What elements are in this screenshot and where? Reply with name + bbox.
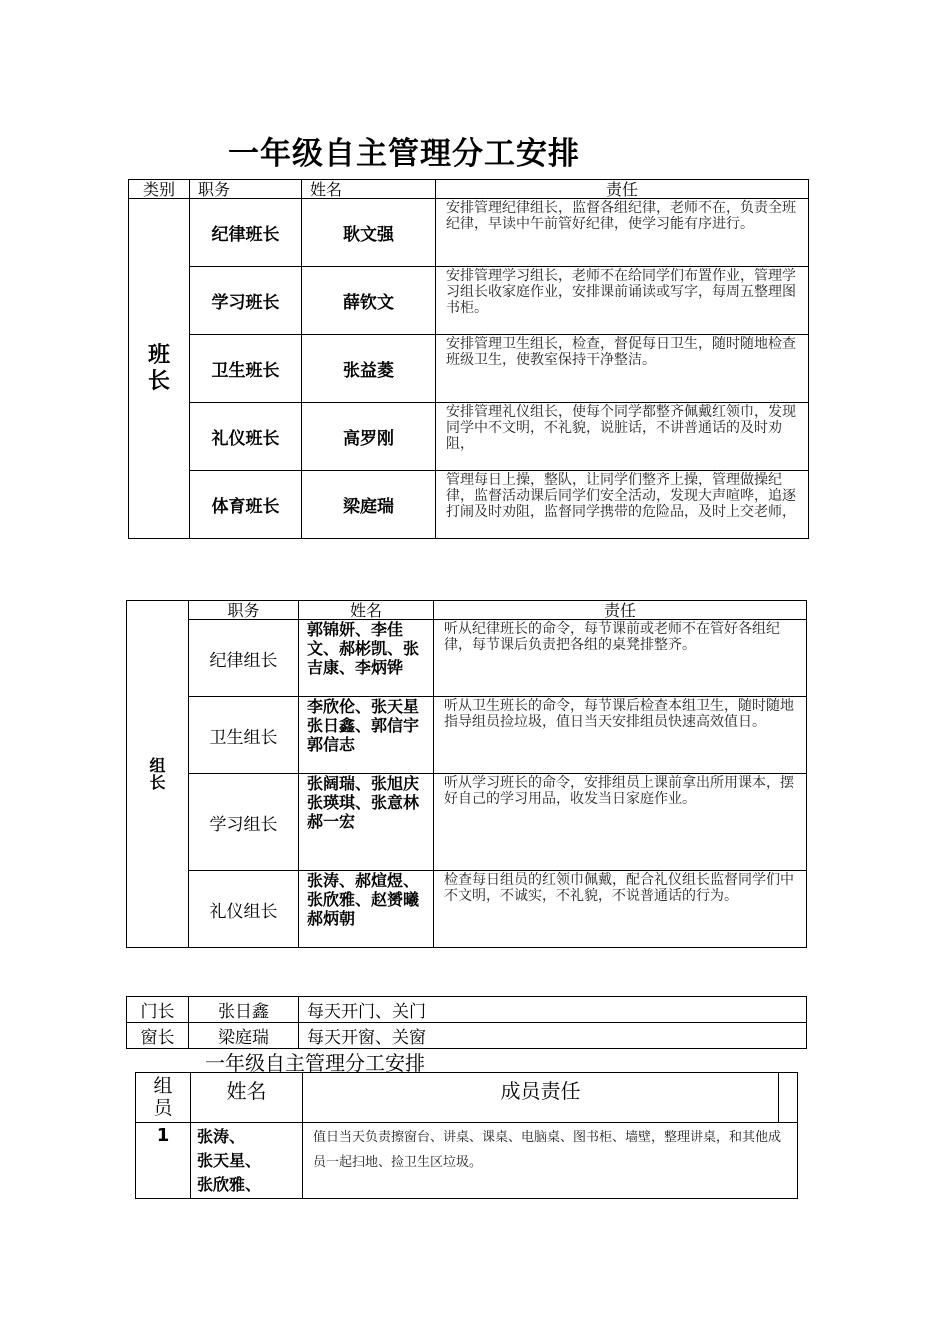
header-category: 类别 (129, 180, 190, 199)
role-cell: 纪律组长 (189, 620, 299, 697)
table-row (129, 471, 809, 539)
table-row (127, 620, 807, 697)
header-name: 姓名 (299, 601, 434, 620)
header-duty: 成员责任 (303, 1073, 779, 1123)
monitor-table (128, 179, 809, 539)
table-header-row (127, 601, 807, 620)
names-cell: 张阔瑞、张旭庆 张瑛琪、张意林 郝一宏 (299, 774, 434, 871)
role-cell: 纪律班长 (190, 199, 302, 267)
category-monitor: 班长 (129, 199, 190, 539)
spacer-cell (779, 1073, 798, 1123)
name-cell: 梁庭瑞 (302, 471, 436, 539)
duty-cell: 检查每日组员的红领巾佩戴，配合礼仪组长监督同学们中不文明，不诚实，不礼貌，不说普通话的行为。 (434, 871, 807, 948)
duty-cell: 听从卫生班长的命令，每节课后检查本组卫生，随时随地指导组员捡垃圾，值日当天安排组员快速高效值日。 (434, 697, 807, 774)
role-cell: 学习组长 (189, 774, 299, 871)
duty-cell: 值日当天负责擦窗台、讲桌、课桌、电脑桌、图书柜、墙壁，整理讲桌，和其他成员一起扫地、捡卫生区垃圾。 (303, 1123, 798, 1199)
door-window-table (126, 996, 807, 1049)
group-number: 1 (136, 1123, 191, 1199)
role-cell: 礼仪组长 (189, 871, 299, 948)
name-cell: 高罗刚 (302, 403, 436, 471)
names-cell: 李欣伦、张天星 张日鑫、郭信宇郭信志 (299, 697, 434, 774)
category-group-leader: 组长 (127, 601, 189, 948)
names-cell (191, 1123, 303, 1199)
role-cell: 礼仪班长 (190, 403, 302, 471)
duty-cell: 安排管理纪律组长，监督各组纪律，老师不在，负责全班纪律，早读中午前管好纪律，使学习能有序进行。 (436, 199, 809, 267)
member-table (135, 1072, 798, 1199)
table-header-row (129, 180, 809, 199)
header-duty: 责任 (434, 601, 807, 620)
header-duty: 责任 (436, 180, 809, 199)
names-cell: 郭锦妍、李佳文、郝彬凯、张吉康、李炳铧 (299, 620, 434, 697)
name-cell: 张日鑫 (189, 997, 299, 1023)
duty-cell: 每天开门、关门 (299, 997, 807, 1023)
role-cell: 门长 (127, 997, 189, 1023)
name-cell: 薛钦文 (302, 267, 436, 335)
table-row (127, 871, 807, 948)
section-title: 一年级自主管理分工安排 (205, 1051, 425, 1075)
duty-cell: 管理每日上操，整队，让同学们整齐上操，管理做操纪律，监督活动课后同学们安全活动，发现大声喧哗，追逐打闹及时劝阻，监督同学携带的危险品，及时上交老师， (436, 471, 809, 539)
page-title: 一年级自主管理分工安排 (228, 136, 580, 172)
name-cell: 耿文强 (302, 199, 436, 267)
member-name: 张欣雅、 (197, 1175, 262, 1194)
member-name: 张天星、 (197, 1151, 262, 1170)
table-header-row (136, 1073, 798, 1123)
role-cell: 体育班长 (190, 471, 302, 539)
duty-cell: 安排管理卫生组长，检查，督促每日卫生，随时随地检查班级卫生，使教室保持干净整洁。 (436, 335, 809, 403)
table-row (129, 267, 809, 335)
duty-cell: 每天开窗、关窗 (299, 1023, 807, 1049)
duty-cell: 听从学习班长的命令，安排组员上课前拿出所用课本，摆好自己的学习用品，收发当日家庭作业。 (434, 774, 807, 871)
duty-cell: 听从纪律班长的命令，每节课前或老师不在管好各组纪律，每节课后负责把各组的桌凳排整齐。 (434, 620, 807, 697)
table-row (136, 1123, 798, 1199)
table-row (127, 997, 807, 1023)
header-group: 组员 (136, 1073, 191, 1123)
names-cell: 张涛、郝煊煜、张欣雅、赵赟曦郝炳朝 (299, 871, 434, 948)
header-role: 职务 (190, 180, 302, 199)
table-row (127, 1023, 807, 1049)
name-cell: 梁庭瑞 (189, 1023, 299, 1049)
header-name: 姓名 (191, 1073, 303, 1123)
duty-cell: 安排管理学习组长，老师不在给同学们布置作业，管理学习组长收家庭作业，安排课前诵读或写字，每周五整理图书柜。 (436, 267, 809, 335)
header-name: 姓名 (302, 180, 436, 199)
table-row (129, 199, 809, 267)
name-cell: 张益菱 (302, 335, 436, 403)
table-row (127, 774, 807, 871)
role-cell: 学习班长 (190, 267, 302, 335)
member-name: 张涛、 (197, 1127, 246, 1146)
table-row (129, 335, 809, 403)
group-leader-table (126, 600, 807, 948)
role-cell: 卫生班长 (190, 335, 302, 403)
table-row (127, 697, 807, 774)
table-row (129, 403, 809, 471)
header-role: 职务 (189, 601, 299, 620)
duty-cell: 安排管理礼仪组长，使每个同学都整齐佩戴红领巾，发现同学中不文明，不礼貌，说脏话，不讲普通话的及时劝阻， (436, 403, 809, 471)
role-cell: 卫生组长 (189, 697, 299, 774)
role-cell: 窗长 (127, 1023, 189, 1049)
